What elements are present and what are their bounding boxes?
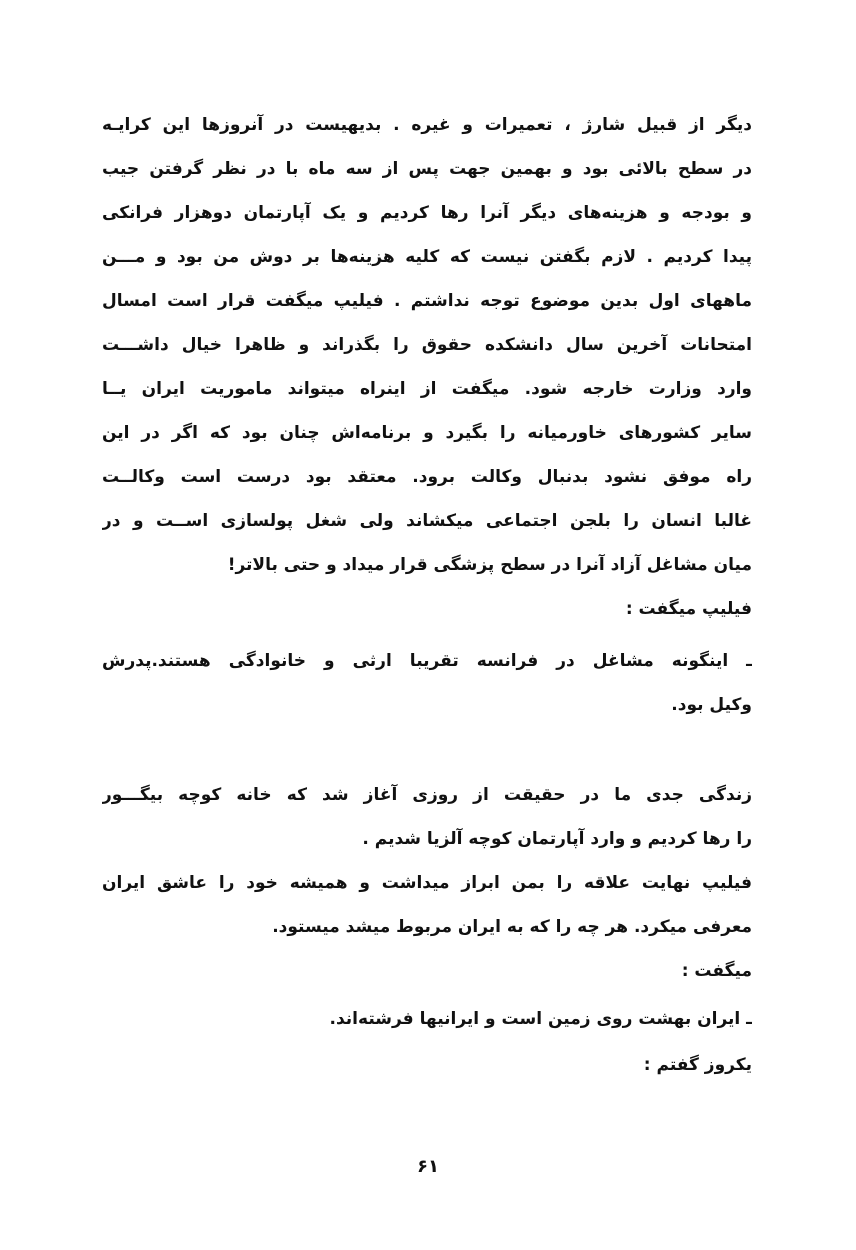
text-line: وارد وزارت خارجه شود. میگفت از اینراه میتواند ماموریت ایران یــا (102, 379, 752, 399)
text-line: پیدا کردیم . لازم بگفتن نیست که کلیه هزینه‌ها بر دوش من بود و مـــن (102, 247, 752, 267)
text-line: فیلیپ نهایت علاقه را بمن ابراز میداشت و همیشه خود را عاشق ایران (102, 873, 752, 893)
text-line: راه موفق نشود بدنبال وکالت برود. معتقد بود درست است وکالــت (102, 467, 752, 487)
text-line: ماههای اول بدین موضوع توجه نداشتم . فیلیپ میگفت قرار است امسال (102, 291, 752, 311)
text-line: امتحانات آخرین سال دانشکده حقوق را بگذراند و ظاهرا خیال داشـــت (102, 335, 752, 355)
page-number: ۶۱ (417, 1156, 439, 1177)
paragraph-start-line: زندگی جدی ما در حقیقت از روزی آغاز شد که خانه کوچه بیگـــور (102, 785, 752, 805)
text-line: دیگر از قبیل شارژ ، تعمیرات و غیره . بدیهیست در آنروزها این کرایـه (102, 115, 752, 135)
text-line: در سطح بالائی بود و بهمین جهت پس از سه ماه با در نظر گرفتن جیب (102, 159, 752, 179)
text-line: میان مشاغل آزاد آنرا در سطح پزشگی قرار میداد و حتی بالاتر! (227, 555, 752, 575)
dialogue-intro: فیلیپ میگفت : (625, 599, 752, 619)
text-line: را رها کردیم و وارد آپارتمان کوچه آلزیا شدیم . (362, 829, 752, 849)
text-line: معرفی میکرد. هر چه را که به ایران مربوط میشد میستود. (272, 917, 752, 937)
text-line: غالبا انسان را بلجن اجتماعی میکشاند ولی شغل پولسازی اســت و در (102, 511, 752, 531)
dialogue-intro: میگفت : (681, 961, 752, 981)
dialogue-intro: یکروز گفتم : (643, 1055, 752, 1075)
dialogue-line: ـ اینگونه مشاغل در فرانسه تقریبا ارثی و خانوادگی هستند.پدرش (102, 651, 752, 671)
dialogue-line: ـ ایران بهشت روی زمین است و ایرانیها فرشته‌اند. (329, 1009, 752, 1029)
text-line: سایر کشورهای خاورمیانه را بگیرد و برنامه‌اش چنان بود که اگر در این (102, 423, 752, 443)
text-line: وکیل بود. (671, 695, 752, 715)
text-line: و بودجه و هزینه‌های دیگر آنرا رها کردیم و یک آپارتمان دوهزار فرانکی (102, 203, 752, 223)
